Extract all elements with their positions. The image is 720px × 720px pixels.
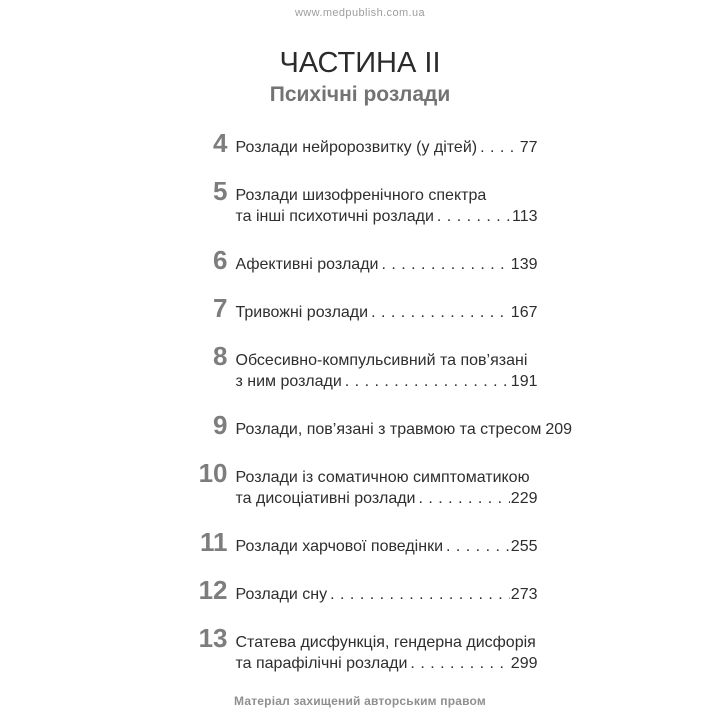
chapter-number: 10 [198, 458, 228, 489]
toc-entry [183, 410, 573, 441]
page-number: 255 [510, 538, 538, 556]
chapter-number: 4 [213, 128, 228, 159]
dot-leader [446, 536, 510, 557]
page-number: 209 [545, 421, 573, 439]
toc-entry [183, 527, 538, 558]
chapter-title: Розлади шизофренічного спектра [235, 187, 487, 205]
chapter-number: 8 [213, 341, 228, 372]
chapter-title: Розлади сну [235, 586, 328, 604]
chapter-title: Розлади нейророзвитку (у дітей) [235, 139, 478, 157]
chapter-title: Тривожні розлади [235, 304, 369, 322]
chapter-title-block [236, 467, 538, 509]
dot-leader [371, 302, 510, 323]
chapter-title: Статева дисфункція, гендерна дисфорія [235, 634, 536, 652]
toc-entry [183, 341, 538, 392]
chapter-title-block [236, 536, 538, 557]
chapter-number: 5 [213, 176, 228, 207]
toc-entry [183, 623, 538, 674]
chapter-number: 12 [198, 575, 228, 606]
dot-leader [381, 254, 509, 275]
chapter-title: та дисоціативні розлади [235, 490, 416, 508]
dot-leader [330, 584, 510, 605]
chapter-title: з ним розлади [235, 373, 342, 391]
chapter-title: Розлади харчової поведінки [235, 538, 443, 556]
toc-entry [183, 458, 538, 509]
chapter-title-block [236, 254, 538, 275]
toc-entry [183, 293, 538, 324]
chapter-title: Розлади, пов’язані з травмою та стресом [235, 421, 542, 439]
chapter-title: Обсесивно-компульсивний та пов’язані [235, 352, 528, 370]
chapter-title-block [236, 584, 538, 605]
part-title: ЧАСТИНА II [279, 47, 441, 79]
chapter-number: 9 [213, 410, 228, 441]
chapter-title-block [235, 419, 573, 440]
dot-leader [437, 206, 511, 227]
chapter-number: 6 [213, 245, 228, 276]
copyright-notice: Матеріал захищений авторським правом [234, 694, 486, 708]
part-subtitle: Психічні розлади [269, 82, 451, 106]
chapter-title-block [236, 632, 538, 674]
toc-entry [183, 245, 538, 276]
table-of-contents [183, 128, 573, 674]
chapter-title-block [236, 350, 538, 392]
page-number: 229 [510, 490, 538, 508]
dot-leader [419, 488, 510, 509]
page-number: 273 [510, 586, 538, 604]
chapter-number: 13 [198, 623, 228, 654]
chapter-title: Афективні розлади [235, 256, 379, 274]
dot-leader [480, 137, 519, 158]
dot-leader [345, 371, 510, 392]
chapter-title: та парафілічні розлади [235, 655, 408, 673]
chapter-title-block [236, 302, 538, 323]
chapter-title-block [236, 137, 538, 158]
toc-entry [183, 128, 538, 159]
page-number: 77 [519, 139, 538, 157]
toc-entry [183, 575, 538, 606]
chapter-title: Розлади із соматичною симптоматикою [235, 469, 530, 487]
chapter-number: 7 [213, 293, 228, 324]
chapter-title-block [236, 185, 538, 227]
content-column [183, 47, 573, 674]
chapter-title: та інші психотичні розлади [235, 208, 434, 226]
page-number: 191 [510, 373, 538, 391]
site-url: www.medpublish.com.ua [294, 7, 426, 19]
page-number: 139 [510, 256, 538, 274]
page-number: 299 [510, 655, 538, 673]
chapter-number: 11 [200, 527, 228, 558]
page-number: 167 [510, 304, 538, 322]
dot-leader [410, 653, 509, 674]
toc-entry [183, 176, 538, 227]
page-number: 113 [511, 208, 538, 226]
